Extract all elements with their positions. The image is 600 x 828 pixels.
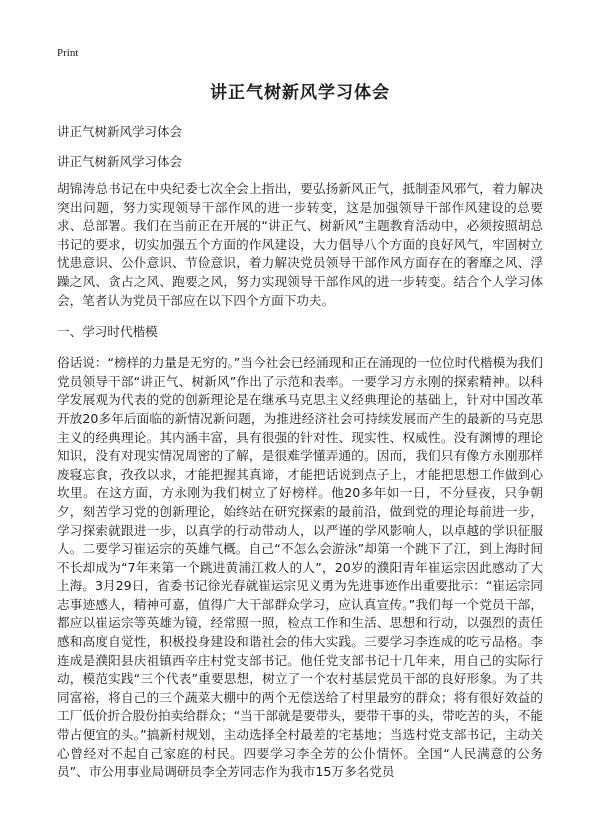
section-heading: 一、学习时代楷模 <box>57 324 158 340</box>
page-title: 讲正气树新风学习体会 <box>210 83 390 103</box>
print-link[interactable]: Print <box>57 47 79 59</box>
subtitle-2: 讲正气树新风学习体会 <box>57 154 183 169</box>
section-paragraph: 俗话说：“榜样的力量是无穷的。”当今社会已经涌现和正在涌现的一位位时代楷模为我们党员领导干部“讲正气、树新风”作出了示范和表率。一要学习方永刚的探索精神。以科学发展观为代表的党的创新理论是在继承马克思主义经典理论的基础上，针对中国改革开放20多年后面临的新情况新问题，为推进经济社会可持续发展而产生的最新的马克思主义的经典理论。其内涵丰富，具有很强的针对性、现实性、权威性。没有渊博的理论知识，没有对现实情况周密的了解，是很难学懂弄通的。因而，我们只有像方永刚那样废寝忘食，孜孜以求，才能把握其真谛，才能把话说到点子上，才能把思想工作做到心坎里。在这方面，方永刚为我们树立了好榜样。他20多年如一日，不分昼夜，只争朝夕，刻苦学习党的创新理论，始终站在研究探索的最前沿，做到党的理论每前进一步，学习探索就跟进一步，以真学的行动带动人，以严谨的学风影响人，以卓越的学识征服人。二要学习崔运宗的英雄气概。自己“不怎么会游泳”却第一个跳下了江，到上海时间不长却成为“7年来第一个跳进黄浦江救人的人”，20岁的濮阳青年崔运宗因此感动了大上海。3月29日，省委书记徐光春就崔运宗见义勇为先进事迹作出重要批示：“崔运宗同志事迹感人，精神可嘉，值得广大干部群众学习，应认真宣传。”我们每一个党员干部，都应以崔运宗等英雄为镜，经常照一照，检点工作和生活、思想和行动，以强烈的责任感和高度自觉性，积极投身建设和谐社会的伟大实践。三要学习李连成的吃亏品格。李连成是濮阳县庆祖镇西辛庄村党支部书记。他任党支部书记十几年来，用自己的实际行动，模范实践“三个代表”重要思想，树立了一个农村基层党员干部的良好形象。为了共同富裕，将自己的三个蔬菜大棚中的两个无偿送给了村里最穷的群众；将有很好效益的工厂低价折合股份拍卖给群众；“当干部就是要带头，要带干事的头，带吃苦的头，不能带占便宜的头。”搞新村规划，主动选择全村最差的宅基地；当选村党支部书记，主动关心曾经对不起自己家庭的村民。四要学习李全芳的公仆情怀。全国“人民满意的公务员”、市公用事业局调研员李全芳同志作为我市15万多名党员 <box>57 355 543 780</box>
intro-paragraph: 胡锦涛总书记在中央纪委七次全会上指出，要弘扬新风正气，抵制歪风邪气，着力解决突出问题，努力实现领导干部作风的进一步转变，这是加强领导干部作风建设的总要求、总部署。我们在当前正在开展的“讲正气、树新风”主题教育活动中，必须按照胡总书记的要求，切实加强五个方面的作风建设，大力倡导八个方面的良好风气，牢固树立忧患意识、公仆意识、节俭意识，着力解决党员领导干部作风方面存在的奢靡之风、浮躁之风、贪占之风、跑要之风，努力实现领导干部作风的进一步转变。结合个人学习体会，笔者认为党员干部应在以下四个方面下功夫。 <box>57 181 543 308</box>
article-body <box>57 180 543 795</box>
subtitle-1: 讲正气树新风学习体会 <box>57 124 183 139</box>
